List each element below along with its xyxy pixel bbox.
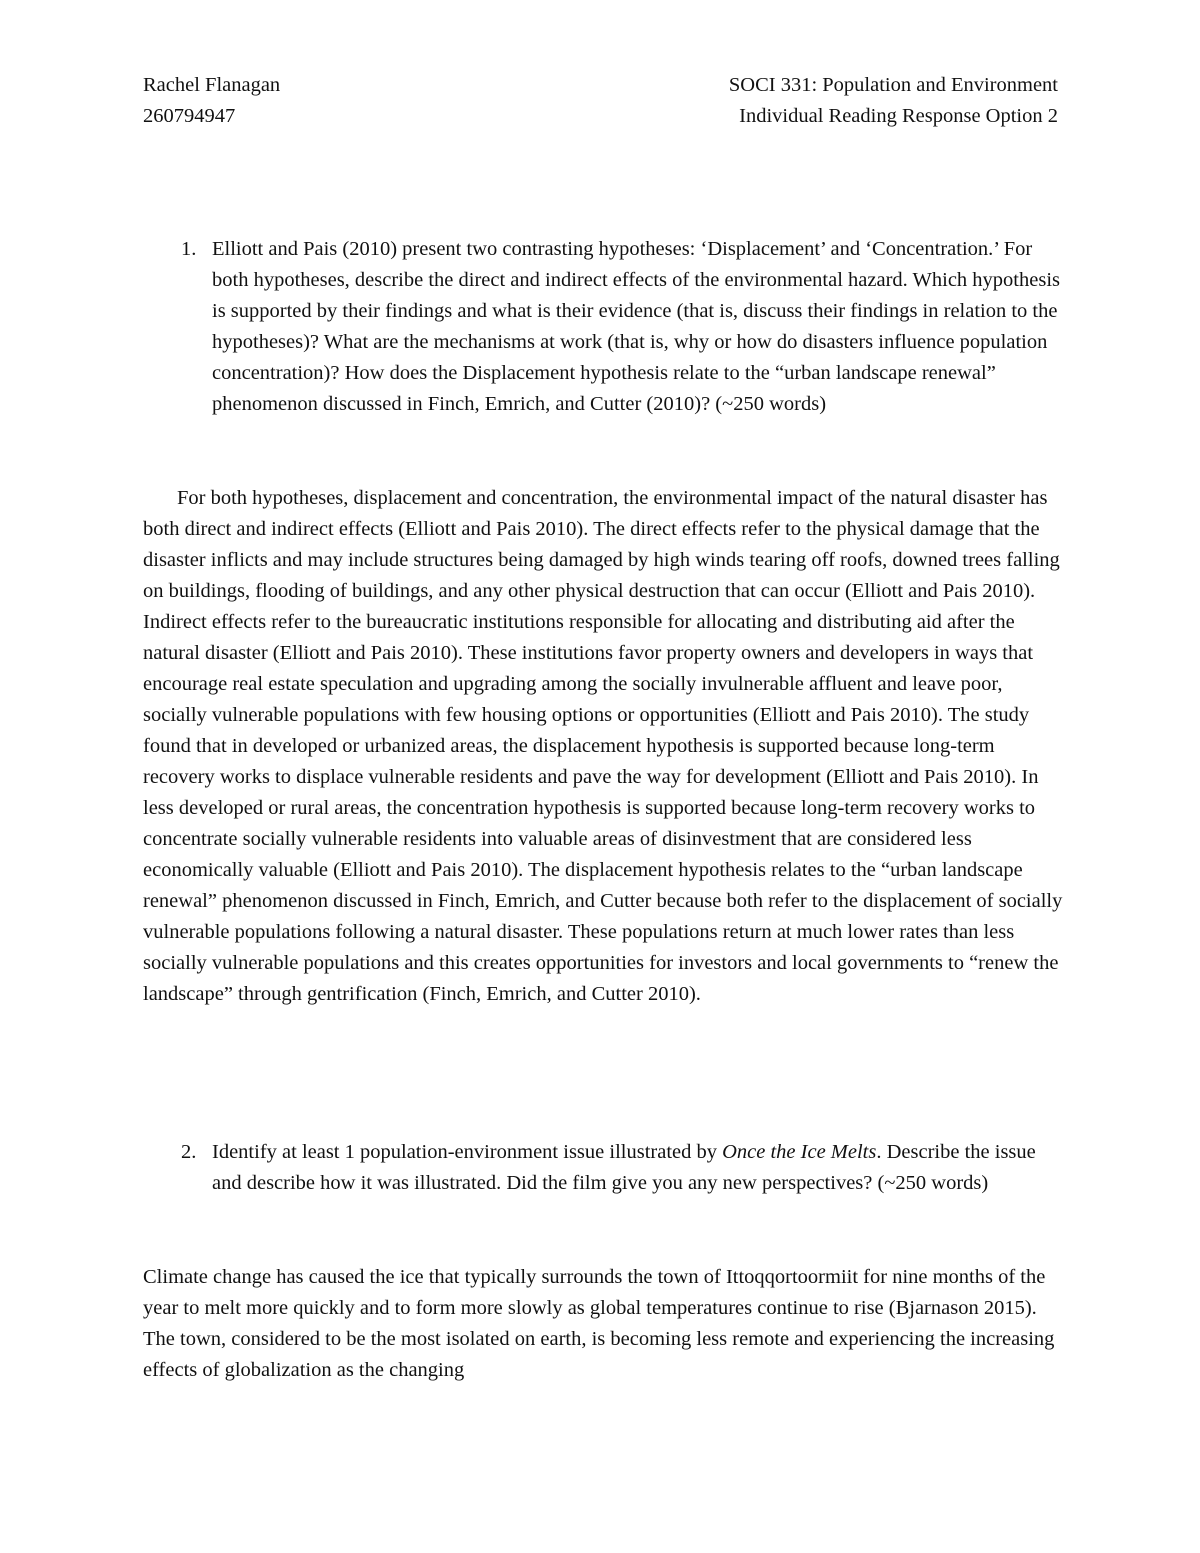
author-name: Rachel Flanagan xyxy=(143,74,281,96)
question-text-end: . Describe the issue and describe how it was illustrated. Did the film give you any new perspectives? (~250 words) xyxy=(212,1141,1036,1194)
question-number: 2. xyxy=(181,1141,197,1163)
answer-2: Climate change has caused the ice that typically surrounds the town of Ittoqqortoormiit for nine months of the year to melt more quickly and to form more slowly as global temperatures continue to rise (Bjarnason 2015). The town, considered to be the most isolated on earth, is becoming less remote and experiencing the increasing effects of globalization as the changing xyxy=(143,1266,1055,1381)
assignment-title: Individual Reading Response Option 2 xyxy=(739,105,1058,127)
question-2 xyxy=(143,1137,1063,1199)
question-text xyxy=(212,1137,1063,1199)
student-id: 260794947 xyxy=(143,105,236,127)
header-left xyxy=(143,70,280,132)
question-text-start: Identify at least 1 population-environment issue illustrated by xyxy=(212,1141,723,1163)
question-1 xyxy=(143,234,1063,420)
course-title: SOCI 331: Population and Environment xyxy=(728,74,1058,96)
header-right xyxy=(729,70,1058,132)
answer-1: For both hypotheses, displacement and concentration, the environmental impact of the natural disaster has both direct and indirect effects (Elliott and Pais 2010). The direct effects refer to the physical damage that the disaster inflicts and may include structures being damaged by high winds tearing off roofs, downed trees falling on buildings, flooding of buildings, and any other physical destruction that can occur (Elliott and Pais 2010). Indirect effects refer to the bureaucratic institutions responsible for allocating and distributing aid after the natural disaster (Elliott and Pais 2010). These institutions favor property owners and developers in ways that encourage real estate speculation and upgrading among the socially invulnerable affluent and leave poor, socially vulnerable populations with few housing options or opportunities (Elliott and Pais 2010). The study found that in developed or urbanized areas, the displacement hypothesis is supported because long-term recovery works to displace vulnerable residents and pave the way for development (Elliott and Pais 2010). In less developed or rural areas, the concentration hypothesis is supported because long-term recovery works to concentrate socially vulnerable residents into valuable areas of disinvestment that are considered less economically valuable (Elliott and Pais 2010). The displacement hypothesis relates to the “urban landscape renewal” phenomenon discussed in Finch, Emrich, and Cutter because both refer to the displacement of socially vulnerable populations following a natural disaster. These populations return at much lower rates than less socially vulnerable populations and this creates opportunities for investors and local governments to “renew the landscape” through gentrification (Finch, Emrich, and Cutter 2010). xyxy=(143,487,1063,1005)
question-number: 1. xyxy=(181,238,197,260)
film-title: Once the Ice Melts xyxy=(722,1141,877,1163)
question-text: Elliott and Pais (2010) present two contrasting hypotheses: ‘Displacement’ and ‘Concentration.’ For both hypotheses, describe the direct and indirect effects of the environmental hazard. Which hypothesis is supported by their findings and what is their evidence (that is, discuss their findings in relation to the hypotheses)? What are the mechanisms at work (that is, why or how do disasters influence population concentration)? How does the Displacement hypothesis relate to the “urban landscape renewal” phenomenon discussed in Finch, Emrich, and Cutter (2010)? (~250 words) xyxy=(212,238,1061,415)
